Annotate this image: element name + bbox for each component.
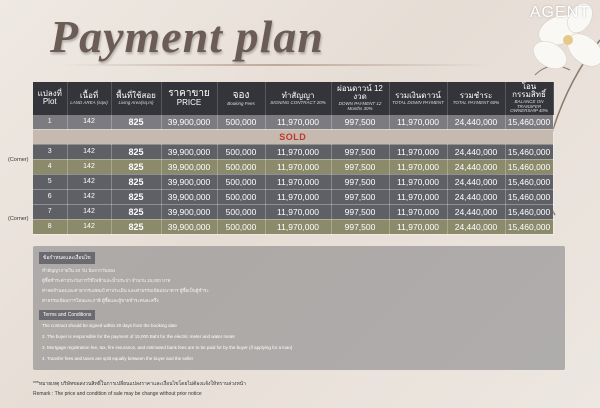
transfer-cell: 15,460,000 [505, 115, 553, 130]
table-row [33, 115, 553, 130]
total-pay-cell: 24,440,000 [447, 189, 505, 204]
contract-cell: 11,970,000 [265, 174, 331, 189]
area-cell: 825 [111, 189, 161, 204]
col-price: ราคาขาย PRICE [161, 82, 217, 115]
col-total-payment: รวมชำระ TOTAL PAYMENT 60% [447, 82, 505, 115]
table-row [33, 159, 553, 174]
booking-cell: 500,000 [217, 144, 265, 159]
price-cell: 39,900,000 [161, 219, 217, 234]
plot-cell: 8 [33, 219, 67, 234]
plot-cell: 3 [33, 144, 67, 159]
sold-label: SOLD [33, 129, 553, 144]
terms-thai-line: ค่าธรรมเนียมการโอนและภาษี ผู้ซื้อและผู้ขายชำระคนละครึ่ง [42, 298, 159, 303]
area-cell: 825 [111, 115, 161, 130]
terms-english-line: 4. Transfer fees and taxes are split equally between the buyer and the seller [42, 356, 194, 361]
col-land-area: เนื้อที่ LAND AREA (sqw) [67, 82, 111, 115]
col-transfer: โอนกรรมสิทธิ์ BALANCE ON TRANSFER OWNERSHIP 40% [505, 82, 553, 115]
booking-cell: 500,000 [217, 159, 265, 174]
down-cell: 997,500 [331, 159, 389, 174]
booking-cell: 500,000 [217, 219, 265, 234]
booking-cell: 500,000 [217, 174, 265, 189]
land-cell: 142 [67, 144, 111, 159]
booking-cell: 500,000 [217, 189, 265, 204]
terms-thai-line: ผู้ซื้อชำระค่าประกันการใช้ไฟฟ้าและน้ำประปา จำนวน 15,000 บาท [42, 278, 171, 283]
page-title: Payment plan [50, 11, 324, 62]
table-row [33, 144, 553, 159]
down-cell: 997,500 [331, 144, 389, 159]
price-cell: 39,900,000 [161, 115, 217, 130]
total-down-cell: 11,970,000 [389, 159, 447, 174]
area-cell: 825 [111, 219, 161, 234]
title-underline [60, 64, 490, 66]
contract-cell: 11,970,000 [265, 204, 331, 219]
corner-label: (Corner) [8, 216, 29, 222]
booking-cell: 500,000 [217, 204, 265, 219]
transfer-cell: 15,460,000 [505, 144, 553, 159]
table-row [33, 204, 553, 219]
area-cell: 825 [111, 174, 161, 189]
total-down-cell: 11,970,000 [389, 204, 447, 219]
col-booking: จอง Booking Fees [217, 82, 265, 115]
terms-english-line: 2. The buyer is responsible for the payment of 15,000 Baht for the electric meter and water meter [42, 334, 236, 339]
total-pay-cell: 24,440,000 [447, 144, 505, 159]
table-row [33, 189, 553, 204]
area-cell: 825 [111, 159, 161, 174]
land-cell: 142 [67, 204, 111, 219]
plot-cell: 6 [33, 189, 67, 204]
table-header-row [33, 82, 553, 115]
down-cell: 997,500 [331, 189, 389, 204]
contract-cell: 11,970,000 [265, 115, 331, 130]
total-down-cell: 11,970,000 [389, 115, 447, 130]
plot-cell: 1 [33, 115, 67, 130]
land-cell: 142 [67, 174, 111, 189]
terms-heading-thai: ข้อกำหนดและเงื่อนไข [39, 252, 95, 264]
price-cell: 39,900,000 [161, 159, 217, 174]
terms-english-line: The contract should be signed within 20 days from the booking date [42, 323, 177, 328]
contract-cell: 11,970,000 [265, 144, 331, 159]
total-down-cell: 11,970,000 [389, 189, 447, 204]
transfer-cell: 15,460,000 [505, 219, 553, 234]
price-cell: 39,900,000 [161, 189, 217, 204]
transfer-cell: 15,460,000 [505, 159, 553, 174]
land-cell: 142 [67, 115, 111, 130]
col-plot: แปลงที่ Plot [33, 82, 67, 115]
agent-badge: AGENT [529, 4, 590, 21]
area-cell: 825 [111, 144, 161, 159]
down-cell: 997,500 [331, 219, 389, 234]
price-cell: 39,900,000 [161, 174, 217, 189]
corner-label: (Corner) [8, 157, 29, 163]
col-contract: ทำสัญญา SIGNING CONTRACT 20% [265, 82, 331, 115]
total-pay-cell: 24,440,000 [447, 219, 505, 234]
plot-cell: 4 [33, 159, 67, 174]
down-cell: 997,500 [331, 115, 389, 130]
plot-cell: 7 [33, 204, 67, 219]
terms-heading-english: Terms and Conditions [39, 310, 95, 320]
total-pay-cell: 24,440,000 [447, 115, 505, 130]
remark-thai: ***หมายเหตุ บริษัทขอสงวนสิทธิ์ในการเปลี่ยนแปลงราคาและเงื่อนไขโดยไม่ต้องแจ้งให้ทราบล่วงหน้า [33, 381, 246, 387]
remark-english: Remark : The price and condition of sale may be change without prior notice [33, 391, 202, 397]
table-row [33, 219, 553, 234]
contract-cell: 11,970,000 [265, 219, 331, 234]
down-cell: 997,500 [331, 204, 389, 219]
total-down-cell: 11,970,000 [389, 144, 447, 159]
table-row [33, 174, 553, 189]
contract-cell: 11,970,000 [265, 189, 331, 204]
col-living-area: พื้นที่ใช้สอย Living Area(sq.m) [111, 82, 161, 115]
contract-cell: 11,970,000 [265, 159, 331, 174]
price-cell: 39,900,000 [161, 204, 217, 219]
col-down-payment: ผ่อนดาวน์ 12 งวด DOWN PAYMENT 12 Months 30% [331, 82, 389, 115]
plot-cell: 5 [33, 174, 67, 189]
total-pay-cell: 24,440,000 [447, 204, 505, 219]
down-cell: 997,500 [331, 174, 389, 189]
area-cell: 825 [111, 204, 161, 219]
terms-thai-line: ค่าจดจำนองและค่าอากรแสตมป์ ค่าประเมิน และค่าธรรมเนียมธนาคาร ผู้ซื้อเป็นผู้ชำระ [42, 288, 209, 293]
transfer-cell: 15,460,000 [505, 189, 553, 204]
land-cell: 142 [67, 159, 111, 174]
transfer-cell: 15,460,000 [505, 204, 553, 219]
total-pay-cell: 24,440,000 [447, 159, 505, 174]
transfer-cell: 15,460,000 [505, 174, 553, 189]
land-cell: 142 [67, 189, 111, 204]
sold-row [33, 129, 553, 144]
total-down-cell: 11,970,000 [389, 174, 447, 189]
col-total-down: รวมเงินดาวน์ TOTAL DOWN PAYMENT [389, 82, 447, 115]
terms-panel [33, 246, 565, 370]
total-pay-cell: 24,440,000 [447, 174, 505, 189]
land-cell: 142 [67, 219, 111, 234]
total-down-cell: 11,970,000 [389, 219, 447, 234]
terms-english-line: 3. Mortgage registration fee, tax, fire insurance, and estimated bank fees are to be paid for by the buyer (if applying for a loan) [42, 345, 293, 350]
price-cell: 39,900,000 [161, 144, 217, 159]
terms-thai-line: ทำสัญญาภายใน 20 วัน นับจากวันจอง [42, 268, 116, 273]
booking-cell: 500,000 [217, 115, 265, 130]
payment-table [33, 82, 554, 235]
